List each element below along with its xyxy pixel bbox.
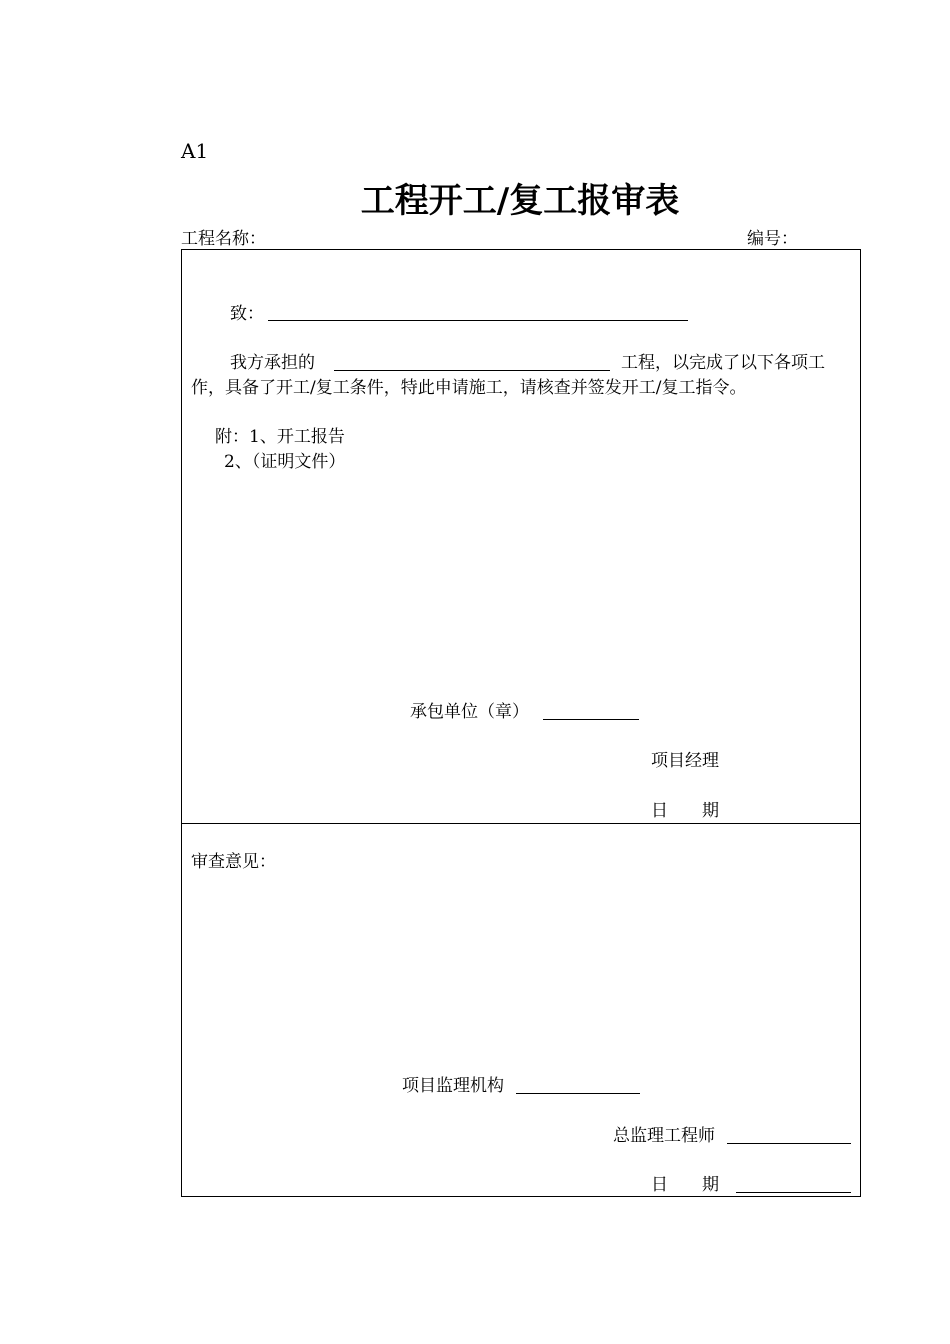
undertaking-text-line2: 作，具备了开工/复工条件，特此申请施工，请核查并签发开工/复工指令。 [191, 378, 747, 398]
project-blank-line [334, 370, 610, 371]
project-name-label: 工程名称： [181, 229, 266, 249]
review-date-line [736, 1192, 851, 1193]
to-label: 致： [230, 304, 264, 324]
review-opinion-label: 审查意见： [191, 852, 276, 872]
form-code: A1 [181, 139, 209, 163]
contractor-line [543, 719, 639, 720]
review-section [181, 823, 861, 1197]
application-section [181, 249, 861, 824]
chief-engineer-label: 总监理工程师 [613, 1126, 715, 1146]
page-title: 工程开工/复工报审表 [360, 181, 680, 221]
contractor-label: 承包单位（章） [410, 702, 529, 722]
undertaking-text-end: 工程，以完成了以下各项工 [621, 353, 825, 373]
supervision-org-label: 项目监理机构 [402, 1076, 504, 1096]
supervision-org-line [516, 1093, 640, 1094]
chief-engineer-line [727, 1143, 851, 1144]
to-line [268, 320, 688, 321]
undertaking-text-start: 我方承担的 [230, 353, 315, 373]
number-label: 编号： [747, 229, 798, 249]
review-date-label: 日 期 [651, 1175, 719, 1195]
project-manager-label: 项目经理 [651, 751, 719, 771]
attachment-item-1: 附：1、开工报告 [215, 427, 345, 447]
attachment-item-2: 2、（证明文件） [224, 452, 346, 472]
application-date-label: 日 期 [651, 801, 719, 821]
